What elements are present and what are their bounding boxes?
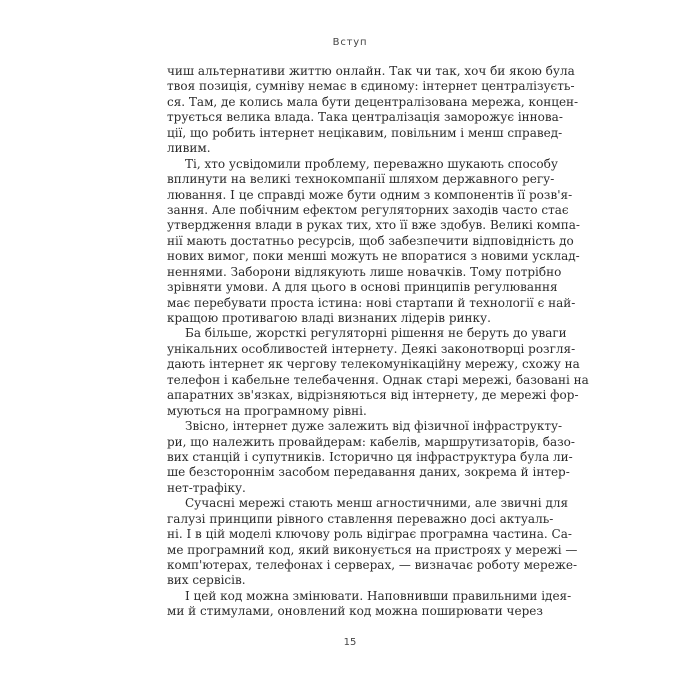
text-line: апаратних зв'язках, відрізняються від інтернету, де мережі фор- — [167, 388, 579, 403]
page-number: 15 — [343, 637, 357, 648]
text-line: ся. Там, де колись мала бути децентралізована мережа, концен- — [167, 94, 579, 109]
text-line: зрівняти умови. А для цього в основі принципів регулювання — [167, 280, 558, 295]
text-line: ме програмний код, який виконується на пристроях у мережі — — [167, 542, 578, 557]
text-line: ливим. — [167, 141, 211, 156]
text-line: унікальних особливостей інтернету. Деякі законотворці розгля- — [167, 341, 576, 356]
text-line: неннями. Заборони відлякують лише новачків. Тому потрібно — [167, 264, 562, 279]
paragraph-first-line: Ба більше, жорсткі регуляторні рішення не беруть до уваги — [185, 326, 567, 341]
text-line: вих сервісів. — [167, 573, 246, 588]
text-line: кращою противагою владі визнаних лідерів ринку. — [167, 311, 491, 325]
text-line: дають інтернет як чергову телекомунікаційну мережу, схожу на — [167, 357, 580, 372]
paragraph-first-line: Сучасні мережі стають менш агностичними, але звичні для — [185, 496, 569, 511]
text-line: лювання. І це справді може бути одним з компонентів її розв'я- — [167, 187, 573, 202]
text-line: нії мають достатньо ресурсів, щоб забезпечити відповідність до — [167, 233, 574, 248]
text-line: ції, що робить інтернет нецікавим, повільним і менш справед- — [167, 125, 563, 140]
text-line: чиш альтернативи життю онлайн. Так чи так, хоч би якою була — [167, 64, 575, 78]
text-line: комп'ютерах, телефонах і серверах, — визначає роботу мереже- — [167, 558, 578, 572]
text-line: утвердження влади в руках тих, хто її вже здобув. Великі компа- — [167, 218, 580, 233]
running-head: Вступ — [332, 37, 368, 48]
text-line: нових вимог, поки менші можуть не впоратися з новими усклад- — [167, 249, 580, 264]
text-line: муються на програмному рівні. — [167, 403, 367, 418]
paragraph-first-line: І цей код можна змінювати. Наповнивши правильними ідея- — [185, 588, 572, 603]
text-line: ми й стимулами, оновлений код можна поширювати через — [167, 604, 543, 619]
body-text — [167, 64, 589, 620]
text-line: телефон і кабельне телебачення. Однак старі мережі, базовані на — [167, 372, 589, 387]
text-line: має перебувати проста істина: нові стартапи й технології є най- — [167, 295, 576, 310]
text-line: вих станцій і супутників. Історично ця інфраструктура була ли- — [167, 449, 573, 464]
paragraph-first-line: Ті, хто усвідомили проблему, переважно шукають способу — [185, 156, 558, 171]
text-line: зання. Але побічним ефектом регуляторних заходів часто стає — [167, 202, 569, 217]
text-line: ше безстороннім засобом передавання даних, зокрема й інтер- — [167, 465, 570, 480]
text-line: твоя позиція, сумніву немає в єдиному: інтернет централізуєть- — [167, 79, 575, 94]
paragraph-first-line: Звісно, інтернет дуже залежить від фізичної інфраструкту- — [185, 419, 563, 434]
text-line: нет-трафіку. — [167, 480, 246, 495]
text-line: ні. І в цій моделі ключову роль відіграє програмна частина. Са- — [167, 527, 572, 542]
text-line: ри, що належить провайдерам: кабелів, маршрутизаторів, базо- — [167, 434, 575, 449]
text-line: галузі принципи рівного ставлення переважно досі актуаль- — [167, 511, 554, 526]
text-line: трується велика влада. Така централізація заморожує іннова- — [167, 110, 563, 125]
text-line: вплинути на великі технокомпанії шляхом державного регу- — [167, 172, 555, 187]
